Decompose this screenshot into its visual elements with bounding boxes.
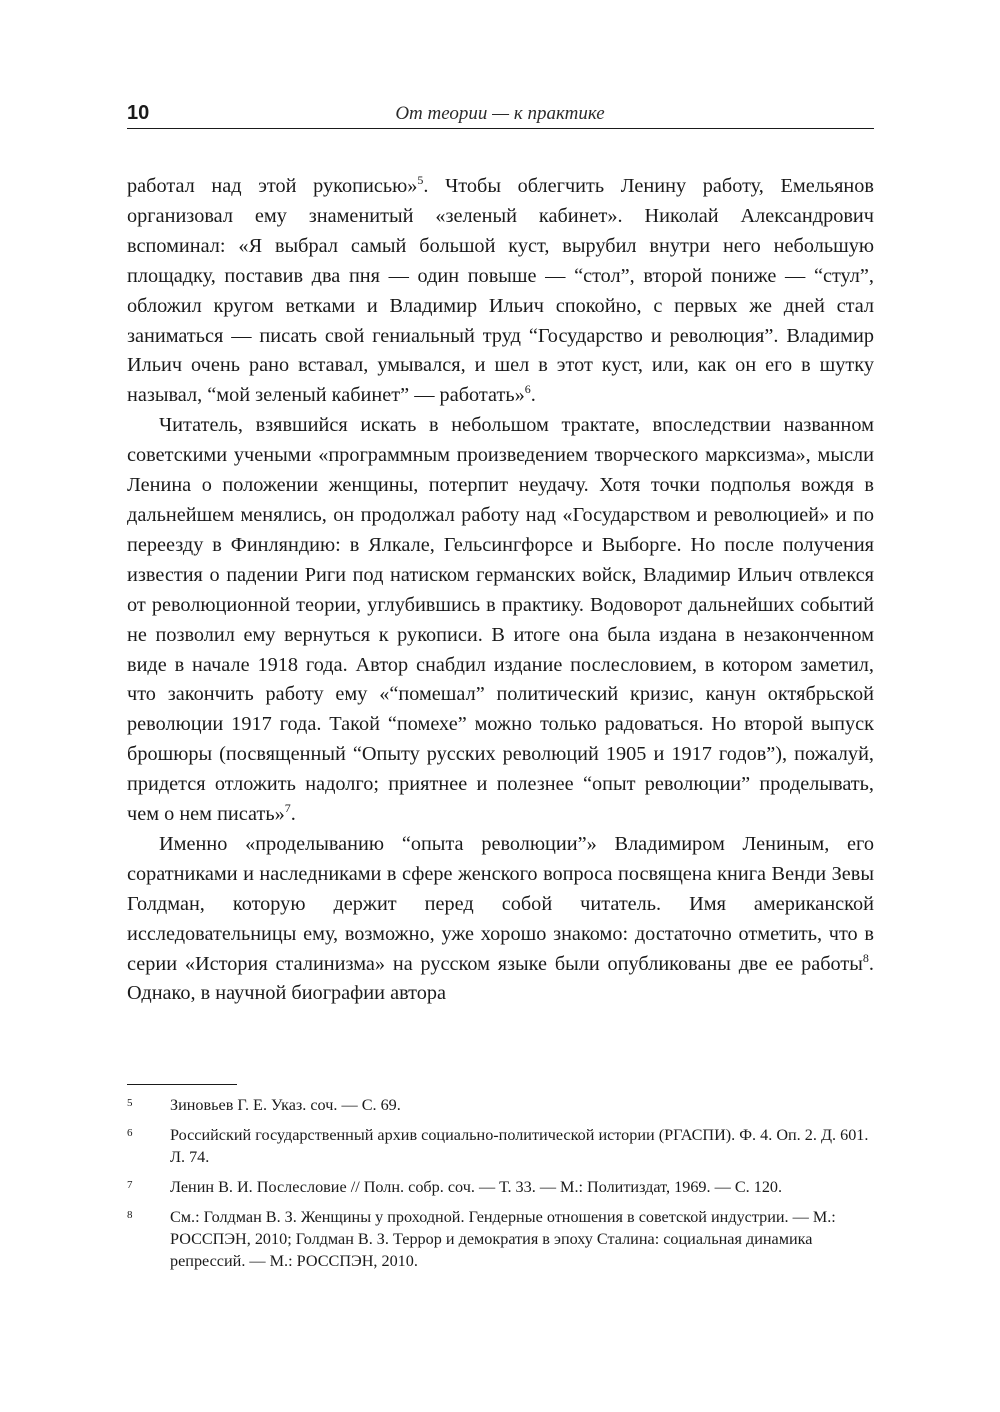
footnote-number: 6 <box>127 1127 133 1139</box>
paragraph-1-text-b: . Чтобы облегчить Ленину работу, Емельянов организовал ему знаменитый «зеленый кабинет». Николай Александрович вспоминал: «Я выбрал самый большой куст, вырубил внутри него небольшую площадку, поставив два пня — один повыше — “стол”, второй пониже — “стул”, обложил кругом ветками и Владимир Ильич спокойно, с первых же дней стал заниматься — писать свой гениальный труд “Государство и революция”. Владимир Ильич очень рано вставал, умывался, и шел в этот куст, или, как он его в шутку называл, “мой зеленый кабинет” — работать» <box>127 175 874 407</box>
footnote-text: Зиновьев Г. Е. Указ. соч. — С. 69. <box>170 1096 401 1114</box>
paragraph-3 <box>127 830 874 1009</box>
paragraph-2-text-a: Читатель, взявшийся искать в небольшом трактате, впоследствии названном советскими учеными «программным произведением творческого марксизма», мысли Ленина о положении женщины, потерпит неудачу. Хотя точки подполья вождя в дальнейшем менялись, он продолжал работу над «Государством и революцией» и по переезду в Финляндию: в Ялкале, Гельсингфорсе и Выборге. Но после получения известия о падении Риги под натиском германских войск, Владимир Ильич отвлекся от революционной теории, углубившись в практику. Водоворот дальнейших событий не позволил ему вернуться к рукописи. В итоге она была издана в незаконченном виде в начале 1918 года. Автор снабдил издание послесловием, в котором заметил, что закончить работу ему «“помешал” политический кризис, канун октябрьской революции 1917 года. Такой “помехе” можно только радоваться. Но второй выпуск брошюры (посвященный “Опыту русских революций 1905 и 1917 годов”), пожалуй, придется отложить надолго; приятнее и полезнее “опыт революции” проделывать, чем о нем писать» <box>127 414 874 826</box>
paragraph-3-text-a: Именно «проделыванию “опыта революции”» Владимиром Лениным, его соратниками и наследниками в сфере женского вопроса посвящена книга Венди Зевы Голдман, которую держит перед собой читатель. Имя американской исследовательницы ему, возможно, уже хорошо знакомо: достаточно отметить, что в серии «История сталинизма» на русском языке были опубликованы две ее работы <box>127 832 874 975</box>
paragraph-3-text-b: . Однако, в научной биографии автора <box>127 952 874 1005</box>
paragraph-2-text-b: . <box>290 803 296 826</box>
paragraph-1-text-c: . <box>530 384 536 407</box>
footnote-8 <box>127 1206 874 1272</box>
paragraph-1 <box>127 172 874 411</box>
footnote-number: 5 <box>127 1097 133 1109</box>
footnote-ref-6: 6 <box>524 382 531 397</box>
footnote-text: См.: Голдман В. З. Женщины у проходной. Гендерные отношения в советской индустрии. — М.: РОССПЭН, 2010; Голдман В. З. Террор и демократия в эпоху Сталина: социальная динамика репрессий. — М.: РОССПЭН, 2010. <box>170 1208 836 1270</box>
main-text <box>127 172 874 1009</box>
footnote-ref-8: 8 <box>862 950 869 965</box>
page-number: 10 <box>127 102 150 124</box>
footnote-rule <box>127 1084 237 1085</box>
footnote-number: 7 <box>127 1179 133 1191</box>
footnote-6 <box>127 1124 874 1168</box>
footnote-text: Российский государственный архив социально-политической истории (РГАСПИ). Ф. 4. Оп. 2. Д. 601. Л. 74. <box>170 1126 869 1166</box>
footnote-text: Ленин В. И. Послесловие // Полн. собр. соч. — Т. 33. — М.: Политиздат, 1969. — С. 120. <box>170 1178 783 1196</box>
footnotes <box>127 1094 874 1280</box>
running-title: От теории — к практике <box>395 103 605 124</box>
header-rule <box>127 128 874 129</box>
footnote-7 <box>127 1176 874 1198</box>
footnote-5 <box>127 1094 874 1116</box>
paragraph-2 <box>127 411 874 830</box>
paragraph-1-text-a: работал над этой рукописью» <box>127 175 418 197</box>
footnote-number: 8 <box>127 1209 133 1221</box>
footnote-ref-5: 5 <box>417 173 424 188</box>
footnote-ref-7: 7 <box>284 801 291 816</box>
